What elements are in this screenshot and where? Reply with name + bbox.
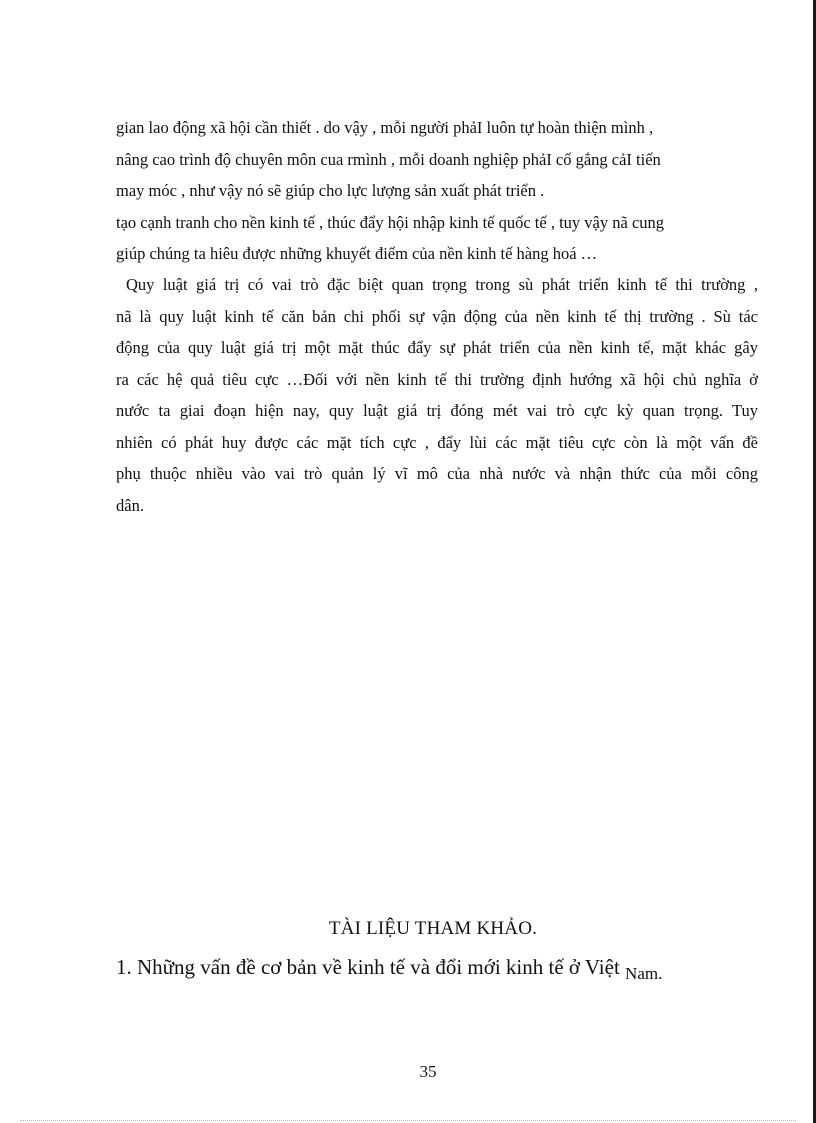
text-line: giúp chúng ta hiêu được những khuyết điểm của nền kinh tế hàng hoá … — [116, 244, 598, 263]
paragraph-continuation — [116, 112, 758, 270]
text-line: tạo cạnh tranh cho nền kinh tế , thúc đẩy hội nhập kinh tế quốc tế , tuy vậy nã cung — [116, 212, 665, 232]
reference-item — [116, 955, 663, 983]
text-line: ra các hệ quả tiêu cực …Đối với nền kinh tế thi trường định hướng xã hội chủ nghĩa ở — [116, 369, 758, 389]
text-line: dân. — [116, 495, 144, 515]
text-line: Quy luật giá trị có vai trò đặc biệt quan trọng trong sù phát triển kinh tế thi trường , — [126, 275, 758, 294]
text-line: động của quy luật giá trị một mặt thúc đẩy sự phát triển của nền kinh tế, mặt khác gây — [116, 338, 758, 357]
text-line: nã là quy luật kinh tế căn bản chi phối sự vận động của nền kinh tế thị trường . Sù tác — [116, 306, 758, 326]
text-line: nâng cao trình độ chuyên môn cua rmình , mỗi doanh nghiệp phảI cố gắng cảI tiến — [116, 149, 661, 169]
text-line: may móc , như vậy nó sẽ giúp cho lực lượng sản xuất phát triển . — [116, 181, 545, 200]
text-line: gian lao động xã hội cần thiết . do vậy , mỗi người phảI luôn tự hoàn thiện mình , — [116, 118, 654, 137]
page-number: 35 — [419, 1062, 437, 1081]
paragraph-conclusion — [116, 269, 758, 521]
reference-item-tail: Nam. — [625, 964, 663, 983]
text-line: nước ta giai đoạn hiện nay, quy luật giá trị đóng mét vai trò cực kỳ quan trọng. Tuy — [116, 401, 758, 420]
text-line: nhiên có phát huy được các mặt tích cực , đẩy lùi các mặt tiêu cực còn là một vấn đề — [116, 432, 758, 452]
page-break-divider — [20, 1120, 796, 1121]
reference-item-text: 1. Những vấn đề cơ bản về kinh tế và đổi mới kinh tế ở Việt — [116, 955, 626, 979]
references-heading: TÀI LIỆU THAM KHẢO. — [328, 918, 538, 939]
text-line: phụ thuộc nhiều vào vai trò quản lý vĩ mô của nhà nước và nhận thức của mỗi công — [116, 464, 758, 483]
